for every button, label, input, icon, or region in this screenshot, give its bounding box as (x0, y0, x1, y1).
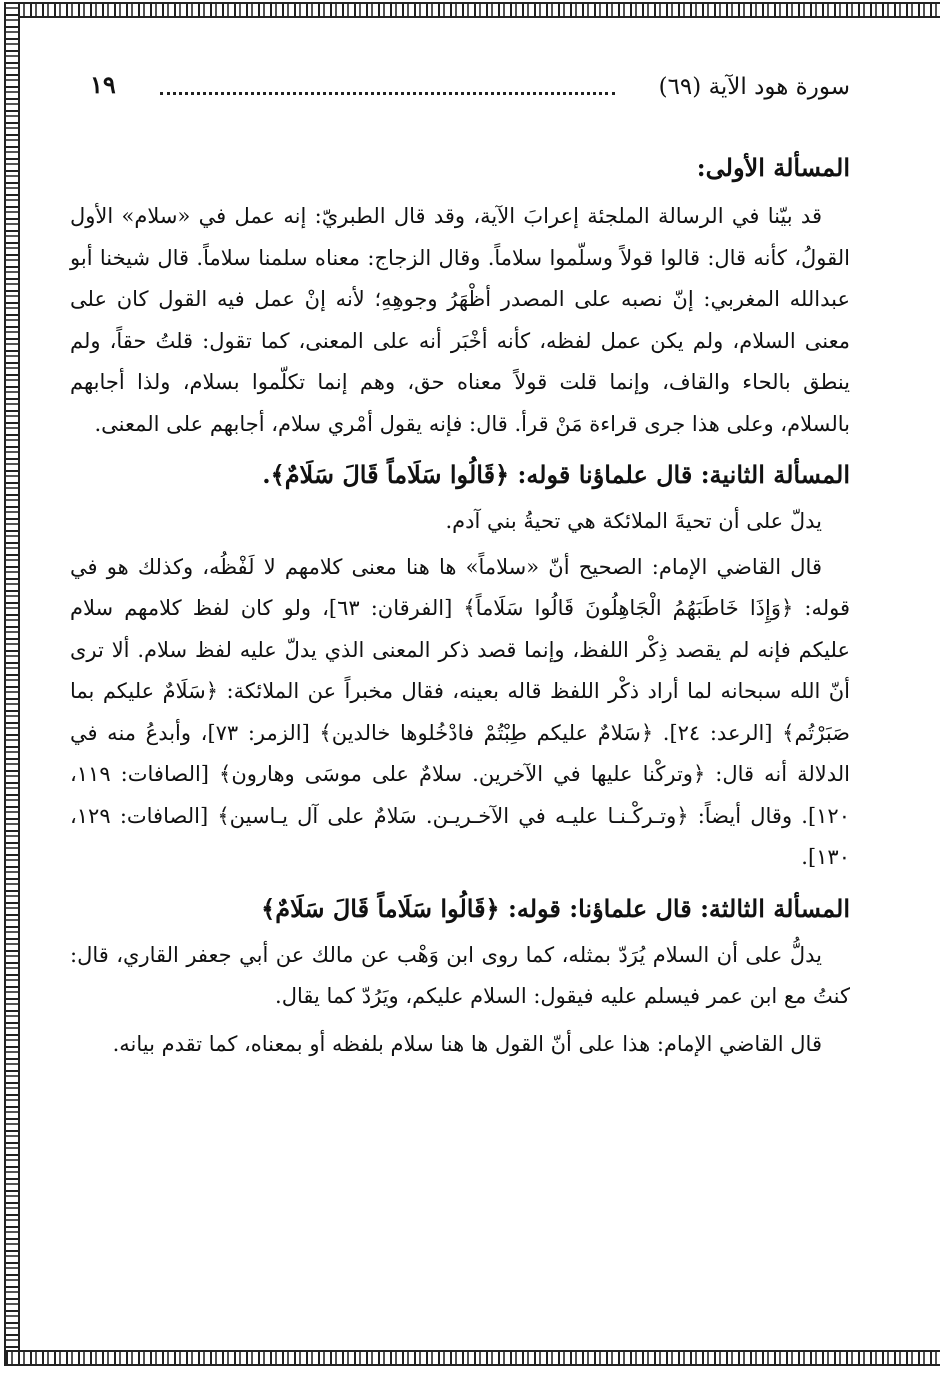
running-header (70, 70, 850, 110)
header-title: سورة هود الآية (٦٩) (658, 74, 850, 100)
book-page (70, 70, 850, 1065)
page-border-top (6, 2, 940, 18)
section-3-paragraph-2: قال القاضي الإمام: هذا على أنّ القول ها هنا سلام بلفظه أو بمعناه، كما تقدم بيانه. (112, 1031, 822, 1056)
section-heading-2: المسألة الثانية: قال علماؤنا قوله: ﴿قَالُوا سَلَاماً قَالَ سَلَامٌ﴾. (262, 460, 850, 489)
section-heading-1: المسألة الأولى: (696, 153, 850, 182)
section-1-paragraph-1: قد بيّنا في الرسالة الملجئة إعرابَ الآية، وقد قال الطبريّ: إنه عمل في «سلام» الأول القولُ، كأنه قال: قالوا قولاً وسلّموا سلاماً. وقال الزجاج: معناه سلمنا سلاماً. قال شيخنا أبو عبدالله المغربي: إنّ نصبه على المصدر أظْهَرُ وجوهِهِ؛ لأنه إنْ عمل فيه القول كان على معنى السلام، ولم يكن عمل لفظه، كأنه أخْبَر أنه على المعنى، كما تقول: قلتُ حقاً، ولم ينطق بالحاء والقاف، وإنما قلت قولاً معناه حق، وهم إنما تكلّموا بسلام، ولذا أجابهم بالسلام، وعلى هذا جرى قراءة مَنْ قرأ. قال: فإنه يقول أمْري سلام، أجابهم على المعنى. (70, 204, 850, 436)
page-border-left (4, 2, 20, 1366)
section-3-paragraph-1: يدلُّ على أن السلام يُرَدّ بمثله، كما روى ابن وَهْب عن مالك عن أبي جعفر القاري، قال: كنتُ مع ابن عمر فيسلم عليه فيقول: السلام عليكم، ويَرُدّ كما يقال. (70, 942, 850, 1008)
page-number: ١٩ (90, 70, 116, 99)
header-leader-dots (160, 92, 615, 95)
page-border-bottom (6, 1350, 940, 1366)
section-heading-3: المسألة الثالثة: قال علماؤنا: قوله: ﴿قَالُوا سَلَاماً قَالَ سَلَامٌ﴾ (261, 893, 850, 923)
section-2-paragraph-2: قال القاضي الإمام: الصحيح أنّ «سلاماً» ها هنا معنى كلامهم لا لَفْظُه، وكذلك هو في قوله: ﴿وَإِذَا خَاطَبَهُمُ الْجَاهِلُونَ قَالُوا سَلَاماً﴾ [الفرقان: ٦٣]، ولو كان لفظ كلامهم سلام عليكم فإنه لم يقصد ذِكْر اللفظ، وإنما قصد ذكر المعنى الذي يدلّ عليه لفظ سلام. ألا ترى أنّ الله سبحانه لما أراد ذكْر اللفظ قاله بعينه، فقال مخبراً عن الملائكة: ﴿سَلَامٌ عليكم بما صَبَرْتُم﴾ [الرعد: ٢٤]. ﴿سَلامٌ عليكم طِبْتُمْ فادْخُلوها خالدين﴾ [الزمر: ٧٣]، وأبدعُ منه في الدلالة أنه قال: ﴿وتركْنا عليها في الآخرين. سلامٌ على موسَى وهارون﴾ [الصافات: ١١٩، ١٢٠]. وقال أيضاً: ﴿وتـركْـنـا عليـه في الآخـريـن. سَلامٌ على آل يـاسين﴾ [الصافات: ١٢٩، ١٣٠]. (70, 554, 851, 869)
section-2-paragraph-1: يدلّ على أن تحيةَ الملائكة هي تحيةُ بني آدم. (445, 509, 822, 533)
